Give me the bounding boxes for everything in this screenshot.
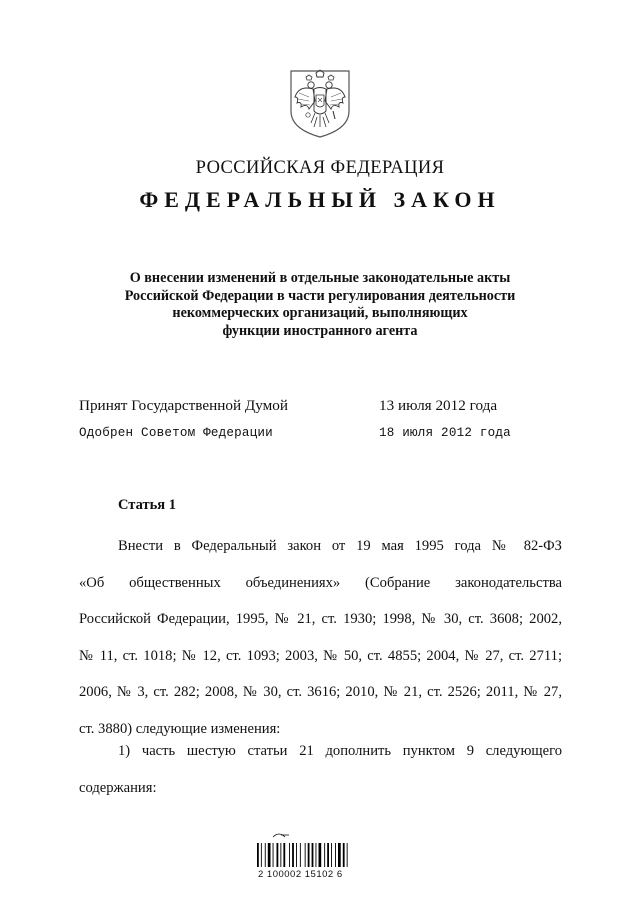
article-line: «Об общественных объединениях» (Собрание законодательства bbox=[79, 574, 562, 591]
coat-of-arms-icon bbox=[287, 67, 353, 139]
article-line: Внести в Федеральный закон от 19 мая 1995 года № 82-ФЗ bbox=[118, 538, 562, 554]
adoption-body: Принят Государственной Думой bbox=[79, 397, 288, 414]
law-title-line: Российской Федерации в части регулирования деятельности bbox=[124, 287, 516, 304]
article-text bbox=[79, 528, 562, 748]
law-title bbox=[100, 270, 540, 340]
article-line: 2006, № 3, ст. 282; 2008, № 30, ст. 3616; 2010, № 21, ст. 2526; 2011, № 27, bbox=[79, 684, 562, 701]
article-line: содержания: bbox=[79, 779, 157, 796]
adoption-date: 18 июля 2012 года bbox=[379, 426, 511, 440]
article-line: Российской Федерации, 1995, № 21, ст. 1930; 1998, № 30, ст. 3608; 2002, bbox=[79, 611, 562, 628]
article-item-1 bbox=[79, 733, 562, 806]
adoption-body: Одобрен Советом Федерации bbox=[79, 426, 273, 440]
law-title-line: некоммерческих организаций, выполняющих bbox=[172, 305, 468, 321]
article-line: 1) часть шестую статьи 21 дополнить пунктом 9 следующего bbox=[118, 743, 562, 759]
adoption-date: 13 июля 2012 года bbox=[379, 397, 498, 414]
article-line: № 11, ст. 1018; № 12, ст. 1093; 2003, № 50, ст. 4855; 2004, № 27, ст. 2711; bbox=[79, 647, 562, 664]
document-type: ФЕДЕРАЛЬНЫЙ ЗАКОН bbox=[139, 187, 501, 212]
law-title-line: функции иностранного агента bbox=[222, 322, 418, 339]
barcode-number: 2 100002 15102 6 bbox=[258, 869, 343, 880]
country-name: РОССИЙСКАЯ ФЕДЕРАЦИЯ bbox=[195, 158, 445, 178]
law-title-line: О внесении изменений в отдельные законодательные акты bbox=[129, 270, 511, 286]
article-line: ст. 3880) следующие изменения: bbox=[79, 720, 281, 737]
article-heading: Статья 1 bbox=[118, 497, 176, 513]
